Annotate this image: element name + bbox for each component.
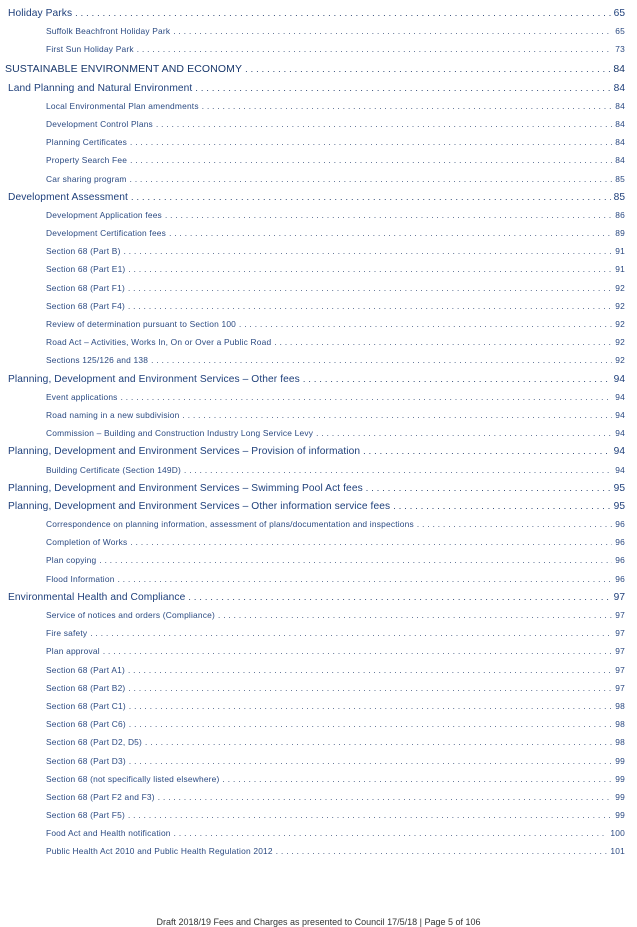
dot-leader bbox=[128, 666, 612, 675]
toc-entry-title: Public Health Act 2010 and Public Health Regulation 2012 bbox=[46, 846, 273, 857]
toc-entry-page-number: 99 bbox=[615, 773, 625, 784]
toc-entry[interactable] bbox=[0, 465, 637, 483]
toc-entry-title: Flood Information bbox=[46, 573, 115, 584]
dot-leader bbox=[75, 8, 611, 18]
toc-entry-page-number: 95 bbox=[613, 500, 625, 512]
dot-leader bbox=[303, 374, 611, 384]
dot-leader bbox=[245, 64, 610, 74]
dot-leader bbox=[128, 265, 612, 274]
toc-entry-title: Commission – Building and Construction Industry Long Service Levy bbox=[46, 428, 314, 439]
toc-entry-title: Development Control Plans bbox=[46, 118, 153, 129]
toc-entry[interactable] bbox=[0, 374, 637, 392]
toc-entry-page-number: 92 bbox=[615, 355, 625, 366]
toc-entry[interactable] bbox=[0, 792, 637, 810]
toc-entry[interactable] bbox=[0, 756, 637, 774]
toc-entry-page-number: 94 bbox=[615, 391, 625, 402]
toc-entry-page-number: 85 bbox=[613, 191, 625, 203]
dot-leader bbox=[90, 629, 612, 638]
toc-entry-page-number: 94 bbox=[615, 464, 625, 475]
toc-entry[interactable] bbox=[0, 737, 637, 755]
toc-entry-page-number: 97 bbox=[615, 646, 625, 657]
toc-entry-page-number: 85 bbox=[615, 173, 625, 184]
toc-entry[interactable] bbox=[0, 174, 637, 192]
dot-leader bbox=[218, 611, 612, 620]
dot-leader bbox=[183, 411, 613, 420]
dot-leader bbox=[103, 647, 612, 656]
toc-entry[interactable] bbox=[0, 828, 637, 846]
toc-entry-page-number: 94 bbox=[615, 409, 625, 420]
dot-leader bbox=[223, 775, 613, 784]
toc-entry-title: Section 68 (Part B2) bbox=[46, 682, 126, 693]
toc-entry-page-number: 97 bbox=[615, 628, 625, 639]
dot-leader bbox=[118, 575, 613, 584]
toc-entry-page-number: 84 bbox=[615, 118, 625, 129]
toc-entry-title: Event applications bbox=[46, 391, 118, 402]
toc-entry-page-number: 84 bbox=[615, 100, 625, 111]
toc-entry-title: Building Certificate (Section 149D) bbox=[46, 464, 182, 475]
toc-entry[interactable] bbox=[0, 519, 637, 537]
toc-entry[interactable] bbox=[0, 101, 637, 119]
toc-entry-title: Section 68 (Part F1) bbox=[46, 282, 125, 293]
dot-leader bbox=[130, 175, 613, 184]
toc-entry-title: Fire safety bbox=[46, 628, 88, 639]
toc-entry[interactable] bbox=[0, 610, 637, 628]
toc-entry[interactable] bbox=[0, 410, 637, 428]
dot-leader bbox=[156, 120, 612, 129]
toc-entry-title: Section 68 (Part F4) bbox=[46, 300, 125, 311]
dot-leader bbox=[129, 757, 612, 766]
toc-entry[interactable] bbox=[0, 264, 637, 282]
toc-entry[interactable] bbox=[0, 155, 637, 173]
toc-entry[interactable] bbox=[0, 119, 637, 137]
toc-entry-page-number: 94 bbox=[613, 373, 625, 385]
dot-leader bbox=[417, 520, 612, 529]
dot-leader bbox=[165, 211, 612, 220]
toc-entry-page-number: 94 bbox=[615, 428, 625, 439]
dot-leader bbox=[169, 229, 612, 238]
toc-entry[interactable] bbox=[0, 228, 637, 246]
toc-entry-page-number: 86 bbox=[615, 209, 625, 220]
toc-entry-title: Section 68 (Part F5) bbox=[46, 810, 125, 821]
toc-entry[interactable] bbox=[0, 392, 637, 410]
dot-leader bbox=[274, 338, 612, 347]
toc-entry-page-number: 95 bbox=[613, 482, 625, 494]
toc-entry-title: Section 68 (Part A1) bbox=[46, 664, 125, 675]
toc-entry-page-number: 84 bbox=[615, 137, 625, 148]
toc-entry-title: Review of determination pursuant to Section 100 bbox=[46, 319, 237, 329]
dot-leader bbox=[188, 592, 610, 602]
dot-leader bbox=[363, 446, 610, 456]
toc-entry-page-number: 73 bbox=[615, 44, 625, 55]
page-footer: Draft 2018/19 Fees and Charges as presented to Council 17/5/18 | Page 5 of 106 bbox=[156, 917, 481, 927]
toc-entry-page-number: 91 bbox=[615, 246, 625, 257]
toc-entry-title: Environmental Health and Compliance bbox=[8, 591, 186, 603]
toc-entry-title: Plan approval bbox=[46, 646, 100, 657]
toc-entry[interactable] bbox=[0, 246, 637, 264]
toc-entry-page-number: 96 bbox=[615, 519, 625, 530]
toc-entry[interactable] bbox=[0, 355, 637, 373]
toc-entry-page-number: 98 bbox=[615, 719, 625, 730]
toc-entry-title: Development Application fees bbox=[46, 209, 162, 220]
dot-leader bbox=[195, 83, 610, 93]
toc-entry-page-number: 92 bbox=[615, 282, 625, 293]
dot-leader bbox=[145, 738, 612, 747]
toc-entry-title: Section 68 (Part D2, D5) bbox=[46, 737, 143, 748]
toc-entry-page-number: 84 bbox=[615, 155, 625, 166]
toc-entry-title: Local Environmental Plan amendments bbox=[46, 100, 199, 111]
toc-entry-page-number: 96 bbox=[615, 555, 625, 566]
toc-entry-title: Road Act – Activities, Works In, On or Over a Public Road bbox=[46, 337, 272, 348]
toc-entry-title: Plan copying bbox=[46, 555, 97, 566]
toc-entry-title: Section 68 (Part D3) bbox=[46, 755, 126, 766]
toc-entry[interactable] bbox=[0, 283, 637, 301]
toc-entry[interactable] bbox=[0, 574, 637, 592]
toc-entry-title: Correspondence on planning information, assessment of plans/documentation and inspections bbox=[46, 519, 414, 530]
toc-entry-title: Development Assessment bbox=[8, 191, 128, 203]
toc-entry-title: Section 68 (Part E1) bbox=[46, 264, 126, 275]
dot-leader bbox=[151, 356, 612, 365]
dot-leader bbox=[124, 247, 613, 256]
toc-entry-page-number: 92 bbox=[615, 337, 625, 348]
toc-entry[interactable] bbox=[0, 774, 637, 792]
toc-entry[interactable] bbox=[0, 137, 637, 155]
toc-entry-page-number: 97 bbox=[613, 591, 625, 603]
toc-entry-page-number: 96 bbox=[615, 573, 625, 584]
toc-entry[interactable] bbox=[0, 701, 637, 719]
toc-entry[interactable] bbox=[0, 628, 637, 646]
dot-leader bbox=[99, 556, 612, 565]
toc-entry[interactable] bbox=[0, 665, 637, 683]
dot-leader bbox=[137, 45, 613, 54]
dot-leader bbox=[130, 538, 612, 547]
toc-entry[interactable] bbox=[0, 8, 637, 26]
toc-entry-title: Planning, Development and Environment Services – Swimming Pool Act fees bbox=[8, 482, 363, 494]
toc-entry-title: Land Planning and Natural Environment bbox=[8, 82, 193, 94]
dot-leader bbox=[121, 393, 613, 402]
toc-entry-title: Holiday Parks bbox=[8, 8, 73, 19]
toc-entry-title: Sections 125/126 and 138 bbox=[46, 355, 149, 366]
toc-entry-page-number: 97 bbox=[615, 682, 625, 693]
dot-leader bbox=[366, 483, 611, 493]
toc-entry-page-number: 97 bbox=[615, 664, 625, 675]
dot-leader bbox=[130, 156, 612, 165]
toc-entry-title: Section 68 (Part B) bbox=[46, 246, 121, 257]
toc-entry-title: Road naming in a new subdivision bbox=[46, 409, 180, 420]
toc-entry[interactable] bbox=[0, 337, 637, 355]
dot-leader bbox=[128, 284, 612, 293]
toc-entry-title: Section 68 (Part C6) bbox=[46, 719, 126, 730]
toc-entry-page-number: 89 bbox=[615, 228, 625, 239]
dot-leader bbox=[129, 720, 612, 729]
toc-entry-title: First Sun Holiday Park bbox=[46, 44, 134, 55]
toc-entry[interactable] bbox=[0, 210, 637, 228]
toc-entry-page-number: 99 bbox=[615, 791, 625, 802]
table-of-contents bbox=[0, 8, 637, 865]
dot-leader bbox=[131, 192, 611, 202]
dot-leader bbox=[174, 829, 608, 838]
toc-entry-title: Suffolk Beachfront Holiday Park bbox=[46, 26, 171, 37]
toc-entry-page-number: 91 bbox=[615, 264, 625, 275]
toc-entry-title: Development Certification fees bbox=[46, 228, 167, 239]
toc-entry[interactable] bbox=[0, 428, 637, 446]
toc-entry-title: SUSTAINABLE ENVIRONMENT AND ECONOMY bbox=[5, 62, 243, 75]
dot-leader bbox=[128, 811, 612, 820]
toc-entry[interactable] bbox=[0, 537, 637, 555]
dot-leader bbox=[316, 429, 612, 438]
dot-leader bbox=[128, 684, 612, 693]
toc-entry-title: Car sharing program bbox=[46, 173, 127, 184]
toc-entry-page-number: 98 bbox=[615, 737, 625, 748]
toc-entry-page-number: 101 bbox=[610, 846, 625, 857]
toc-entry-title: Planning Certificates bbox=[46, 137, 128, 148]
toc-entry[interactable] bbox=[0, 646, 637, 664]
toc-entry-page-number: 92 bbox=[615, 319, 625, 329]
toc-entry-title: Food Act and Health notification bbox=[46, 828, 171, 839]
dot-leader bbox=[202, 102, 613, 111]
toc-entry[interactable] bbox=[0, 192, 637, 210]
toc-entry-page-number: 65 bbox=[615, 26, 625, 37]
dot-leader bbox=[158, 793, 613, 802]
toc-entry[interactable] bbox=[0, 592, 637, 610]
toc-entry-title: Planning, Development and Environment Services – Other information service fees bbox=[8, 500, 391, 512]
toc-entry-page-number: 100 bbox=[610, 828, 625, 839]
toc-entry-title: Completion of Works bbox=[46, 537, 128, 548]
toc-entry[interactable] bbox=[0, 63, 637, 83]
toc-entry-page-number: 84 bbox=[613, 82, 625, 94]
dot-leader bbox=[276, 847, 608, 856]
toc-entry-title: Section 68 (Part C1) bbox=[46, 700, 126, 711]
dot-leader bbox=[184, 466, 612, 475]
toc-entry[interactable] bbox=[0, 501, 637, 519]
toc-entry[interactable] bbox=[0, 846, 637, 864]
toc-entry-page-number: 99 bbox=[615, 810, 625, 821]
toc-entry-title: Planning, Development and Environment Services – Provision of information bbox=[8, 446, 361, 458]
toc-entry[interactable] bbox=[0, 719, 637, 737]
toc-entry-page-number: 94 bbox=[613, 446, 625, 458]
toc-entry[interactable] bbox=[0, 810, 637, 828]
toc-entry-page-number: 99 bbox=[615, 755, 625, 766]
toc-entry-page-number: 98 bbox=[615, 700, 625, 711]
toc-entry-title: Property Search Fee bbox=[46, 155, 128, 166]
toc-entry[interactable] bbox=[0, 555, 637, 573]
toc-entry-page-number: 92 bbox=[615, 300, 625, 311]
toc-entry[interactable] bbox=[0, 44, 637, 62]
dot-leader bbox=[129, 702, 612, 711]
toc-entry-page-number: 97 bbox=[615, 610, 625, 620]
dot-leader bbox=[393, 501, 610, 511]
dot-leader bbox=[239, 320, 612, 329]
toc-entry-page-number: 96 bbox=[615, 537, 625, 548]
toc-entry-title: Section 68 (Part F2 and F3) bbox=[46, 791, 155, 802]
toc-entry-page-number: 65 bbox=[613, 8, 625, 19]
toc-entry-page-number: 84 bbox=[613, 62, 625, 75]
dot-leader bbox=[130, 138, 612, 147]
dot-leader bbox=[173, 27, 612, 36]
toc-entry-title: Section 68 (not specifically listed elsewhere) bbox=[46, 773, 220, 784]
toc-entry[interactable] bbox=[0, 683, 637, 701]
toc-entry[interactable] bbox=[0, 83, 637, 101]
toc-entry[interactable] bbox=[0, 483, 637, 501]
toc-entry[interactable] bbox=[0, 319, 637, 337]
dot-leader bbox=[128, 302, 612, 311]
toc-entry-title: Service of notices and orders (Compliance) bbox=[46, 610, 215, 620]
toc-entry[interactable] bbox=[0, 301, 637, 319]
toc-entry-title: Planning, Development and Environment Services – Other fees bbox=[8, 373, 300, 385]
toc-entry[interactable] bbox=[0, 26, 637, 44]
toc-entry[interactable] bbox=[0, 446, 637, 464]
